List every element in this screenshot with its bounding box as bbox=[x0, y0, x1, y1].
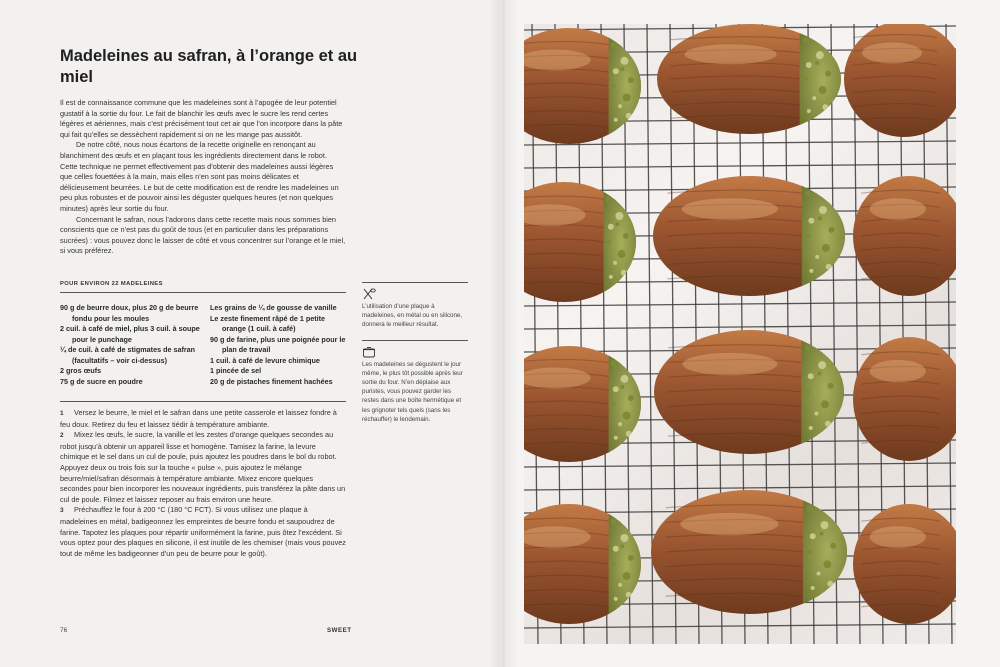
madeleine bbox=[844, 24, 956, 137]
pistachio-crumb bbox=[618, 250, 626, 258]
pistachio-crumb bbox=[813, 34, 821, 42]
pistachio-crumb bbox=[803, 37, 809, 43]
pistachio-crumb bbox=[829, 227, 835, 233]
pistachio-crumb bbox=[623, 233, 629, 239]
pistachio-crumb bbox=[830, 543, 836, 549]
ingredient-item: 75 g de sucre en poudre bbox=[60, 376, 143, 386]
pistachio-crumb bbox=[823, 560, 831, 568]
intro-paragraph: Concernant le safran, nous l’adorons dans cette recette mais nous sommes bien conscients que ce n’est pas du goût de tous (et en particulier dans les préparations sucrées) : vous pouvez donc le laisser de côté et vous concentrer sur l’orange et le miel, si vous préférez. bbox=[60, 214, 346, 256]
pistachio-crumb bbox=[820, 532, 824, 536]
pistachio-crumb bbox=[615, 222, 619, 226]
pistachio-crumb bbox=[611, 284, 615, 288]
method-step bbox=[60, 505, 346, 559]
glaze-highlight bbox=[870, 526, 926, 548]
rack-wire bbox=[524, 624, 956, 628]
rack-wire bbox=[524, 302, 956, 306]
pistachio-crumb bbox=[608, 224, 614, 230]
pistachio-crumb bbox=[809, 269, 813, 273]
madeleine bbox=[853, 504, 956, 624]
pistachio-crumb bbox=[612, 402, 616, 406]
madeleine bbox=[653, 176, 850, 296]
pistachio-crumb bbox=[623, 412, 631, 420]
pistachio-crumb bbox=[826, 591, 834, 599]
madeleine bbox=[657, 24, 846, 134]
pistachio-crumb bbox=[613, 193, 621, 201]
glaze-highlight bbox=[870, 198, 926, 220]
ingredient-item: 90 g de beurre doux, plus 20 g de beurre fondu pour les moules bbox=[60, 303, 199, 323]
divider bbox=[60, 292, 346, 293]
pistachio-crumb bbox=[616, 606, 620, 610]
madeleine bbox=[853, 337, 956, 461]
ingredient-item: 90 g de farine, plus une poignée pour le plan de travail bbox=[210, 334, 346, 354]
madeleines-photo bbox=[524, 24, 956, 644]
pistachio-crumb bbox=[808, 373, 814, 379]
pistachio-crumb bbox=[606, 197, 612, 203]
pistachio-crumb bbox=[616, 445, 620, 449]
glaze-highlight bbox=[680, 513, 778, 535]
rack-wire bbox=[524, 463, 956, 467]
pistachio-crumb bbox=[612, 562, 616, 566]
pistachio-crumb bbox=[612, 84, 616, 88]
rack-wire bbox=[524, 486, 956, 490]
pistachio-crumb bbox=[825, 70, 831, 76]
pistachio-crumb bbox=[618, 104, 622, 108]
pistachio-crumb bbox=[814, 412, 818, 416]
pistachio-crumb bbox=[614, 436, 618, 440]
pistachio-crumb bbox=[613, 386, 619, 392]
pistachio-crumb bbox=[814, 596, 818, 600]
pistachio-crumb bbox=[628, 395, 634, 401]
divider bbox=[362, 282, 468, 283]
pistachio-crumb bbox=[812, 96, 816, 100]
tip-text: L’utilisation d’une plaque à madeleines, en métal ou en silicone, donnera le meilleur résultat. bbox=[362, 303, 463, 329]
pistachio-crumb bbox=[623, 94, 631, 102]
madeleine bbox=[524, 28, 645, 144]
pistachio-crumb bbox=[620, 67, 624, 71]
glaze-highlight bbox=[870, 360, 926, 382]
pistachio-crumb bbox=[616, 127, 620, 131]
pistachio-crumb bbox=[806, 62, 812, 68]
section-footer: SWEET bbox=[327, 627, 352, 634]
method-step bbox=[60, 430, 346, 505]
pistachio-crumb bbox=[818, 502, 826, 510]
pistachio-crumb bbox=[618, 515, 626, 523]
pistachio-crumb bbox=[618, 357, 626, 365]
ingredient-item: Le zeste finement râpé de 1 petite orange (1 cuil. à café) bbox=[210, 313, 326, 333]
pistachio-crumb bbox=[611, 360, 617, 366]
pistachio-crumb bbox=[817, 372, 821, 376]
pistachio-crumb bbox=[620, 57, 628, 65]
pistachio-crumb bbox=[825, 421, 831, 427]
pistachio-crumb bbox=[806, 191, 812, 197]
rack-wire bbox=[524, 325, 956, 329]
pistachio-crumb bbox=[808, 218, 814, 224]
pistachio-crumb bbox=[818, 361, 826, 369]
pistachio-crumb bbox=[826, 264, 832, 270]
recipe-yield: POUR ENVIRON 22 MADELEINES bbox=[60, 281, 163, 287]
whisk-icon bbox=[362, 287, 468, 299]
pistachio-crumb bbox=[618, 39, 626, 47]
ingredient-item: 20 g de pistaches finement hachées bbox=[210, 376, 333, 386]
pistachio-crumb bbox=[815, 61, 819, 65]
pistachio-crumb bbox=[824, 431, 832, 439]
glaze-highlight bbox=[685, 44, 777, 64]
pistachio-crumb bbox=[821, 400, 829, 408]
ingredients-column-right bbox=[210, 303, 350, 387]
madeleine bbox=[524, 504, 645, 624]
step-number: 1 bbox=[60, 410, 64, 417]
page-number: 76 bbox=[60, 627, 68, 634]
pistachio-crumb bbox=[614, 118, 618, 122]
pistachio-crumb bbox=[805, 345, 811, 351]
pistachio-crumb bbox=[815, 342, 823, 350]
pistachio-crumb bbox=[815, 255, 819, 259]
step-text: Versez le beurre, le miel et le safran dans une petite casserole et laissez fondre à feu doux. Retirez du feu et laissez tiédir à température ambiante. bbox=[60, 408, 337, 429]
pistachio-crumb bbox=[613, 68, 619, 74]
recipe-intro bbox=[60, 98, 346, 257]
ingredient-item: 1 pincée de sel bbox=[210, 366, 262, 375]
pistachio-crumb bbox=[626, 431, 632, 437]
pistachio-crumb bbox=[628, 555, 634, 561]
pistachio-crumb bbox=[615, 212, 623, 220]
tips-sidebar bbox=[362, 282, 468, 424]
pistachio-crumb bbox=[820, 521, 828, 529]
pistachio-crumb bbox=[611, 42, 617, 48]
pistachio-crumb bbox=[827, 581, 833, 587]
pistachio-crumb bbox=[626, 592, 632, 598]
pistachio-crumb bbox=[630, 364, 636, 370]
pistachio-crumb bbox=[620, 534, 628, 542]
book-gutter-shadow bbox=[488, 0, 518, 667]
madeleines-illustration bbox=[524, 24, 956, 644]
pistachio-crumb bbox=[613, 261, 617, 265]
pistachio-crumb bbox=[628, 77, 634, 83]
step-number: 3 bbox=[60, 507, 64, 515]
ingredient-item: 2 gros œufs bbox=[60, 366, 102, 375]
pistachio-crumb bbox=[807, 109, 811, 113]
madeleine bbox=[524, 346, 645, 462]
recipe-title: Madeleines au safran, à l’orange et au miel bbox=[60, 47, 358, 86]
pistachio-crumb bbox=[614, 597, 618, 601]
pistachio-crumb bbox=[609, 275, 613, 279]
intro-paragraph: Il est de connaissance commune que les madeleines sont à l’apogée de leur potentiel gustatif à la sortie du four. Le fait de blanchir les œufs avec le sucre les rend certes légères et aériennes, mais c’est précisément tout cet air que l’on incorpore dans la pâte qui fait qu’elles se dessèchent rapidement si on ne les mange pas aussitôt. bbox=[60, 98, 343, 139]
pistachio-crumb bbox=[623, 572, 631, 580]
pistachio-crumb bbox=[807, 505, 813, 511]
pistachio-crumb bbox=[607, 240, 611, 244]
pistachio-crumb bbox=[625, 440, 633, 448]
pistachio-crumb bbox=[620, 375, 628, 383]
madeleine bbox=[654, 330, 849, 454]
pistachio-crumb bbox=[817, 572, 821, 576]
pistachio-crumb bbox=[806, 390, 810, 394]
ingredient-item: 2 cuil. à café de miel, plus 3 cuil. à soupe pour le punchage bbox=[60, 324, 200, 344]
pistachio-crumb bbox=[618, 422, 622, 426]
pistachio-crumb bbox=[611, 519, 617, 525]
pistachio-crumb bbox=[620, 544, 624, 548]
method-steps bbox=[60, 408, 346, 559]
pistachio-crumb bbox=[828, 383, 834, 389]
pistachio-crumb bbox=[618, 583, 622, 587]
pistachio-crumb bbox=[807, 234, 811, 238]
madeleine bbox=[853, 176, 956, 296]
pistachio-crumb bbox=[630, 46, 636, 52]
pistachio-crumb bbox=[630, 523, 636, 529]
pistachio-crumb bbox=[626, 113, 632, 119]
glaze-highlight bbox=[682, 198, 778, 220]
step-text: Préchauffez le four à 200 °C (180 °C FCT). Si vous utilisez une plaque à madeleines en métal, badigeonnez les empreintes de beurre fondu et saupoudrez de farine. Tapotez les plaques pour répartir uniformément la farine, puis ôtez l’excédent. Si vous optez pour des plaques en silicone, il est inutile de les chemiser (mais vous pouvez tout de même les badigeonner d’un peu de beurre pour le goût). bbox=[60, 505, 346, 558]
step-number: 2 bbox=[60, 432, 64, 440]
pistachio-crumb bbox=[625, 122, 633, 130]
ingredient-item: 1 cuil. à café de levure chimique bbox=[210, 355, 320, 365]
method-step bbox=[60, 408, 346, 430]
pistachio-crumb bbox=[808, 550, 812, 554]
pistachio-crumb bbox=[804, 77, 808, 81]
pistachio-crumb bbox=[819, 206, 827, 214]
ingredients-column-left bbox=[60, 303, 204, 387]
ingredient-item: ¼ de cuil. à café de stigmates de safran (facultatifs – voir ci-dessus) bbox=[60, 345, 196, 365]
pistachio-crumb bbox=[819, 86, 827, 94]
step-text: Mixez les œufs, le sucre, la vanille et les zestes d’orange quelques secondes au robot jusqu’à obtenir un appareil lisse et homogène. Tamisez la farine, la levure chimique et le sel dans un cul de poule, puis ajoutez les poudres dans le bol du robot. Appuyez deux ou trois fois sur la touche « pulse », puis ajoutez le mélange beurre/miel/safran désormais à température ambiante. Mixez encore quelques secondes pour bien incorporer les nouveaux ingrédients, puis transférez la pâte dans un cul de poule. Filmez et laissez reposer au frais environ une heure. bbox=[60, 430, 346, 504]
pistachio-crumb bbox=[613, 546, 619, 552]
madeleines-group bbox=[524, 24, 956, 624]
madeleine bbox=[651, 490, 852, 614]
pistachio-crumb bbox=[818, 216, 822, 220]
pistachio-crumb bbox=[816, 51, 824, 59]
pistachio-crumb bbox=[625, 601, 633, 609]
pistachio-crumb bbox=[809, 426, 813, 430]
madeleine bbox=[524, 182, 640, 302]
intro-paragraph: De notre côté, nous nous écartons de la recette originelle en renonçant au blanchiment des œufs et en plaçant tous les ingrédients directement dans le robot. Cette technique ne permet effectivement pas d’obtenir des madeleines aussi légères que celles fouettées à la main, mais elles n’en sont pas moins délicates et délicieusement beurrées. Le but de cette modification est de rendre les madeleines un peu plus robustes et de pouvoir ainsi les déguster quelques heures (et non quelques minutes) après leur sortie du four. bbox=[60, 140, 339, 213]
divider bbox=[362, 340, 468, 341]
storage-box-icon bbox=[362, 345, 468, 357]
glaze-highlight bbox=[862, 42, 922, 63]
tip-text: Les madeleines se dégustent le jour même, le plus tôt possible après leur sortie du four. N’en déplaise aux puristes, vous pouvez garder les restes dans une boîte hermétique et les grignoter tels quels (sans les réchauffer) le lendemain. bbox=[362, 360, 463, 423]
pistachio-crumb bbox=[811, 586, 815, 590]
divider bbox=[60, 401, 346, 402]
pistachio-crumb bbox=[822, 244, 830, 252]
pistachio-crumb bbox=[822, 104, 828, 110]
ingredient-item: Les grains de ¼ de gousse de vanille bbox=[210, 303, 337, 312]
pistachio-crumb bbox=[620, 385, 624, 389]
pistachio-crumb bbox=[810, 533, 816, 539]
glaze-highlight bbox=[683, 353, 778, 375]
